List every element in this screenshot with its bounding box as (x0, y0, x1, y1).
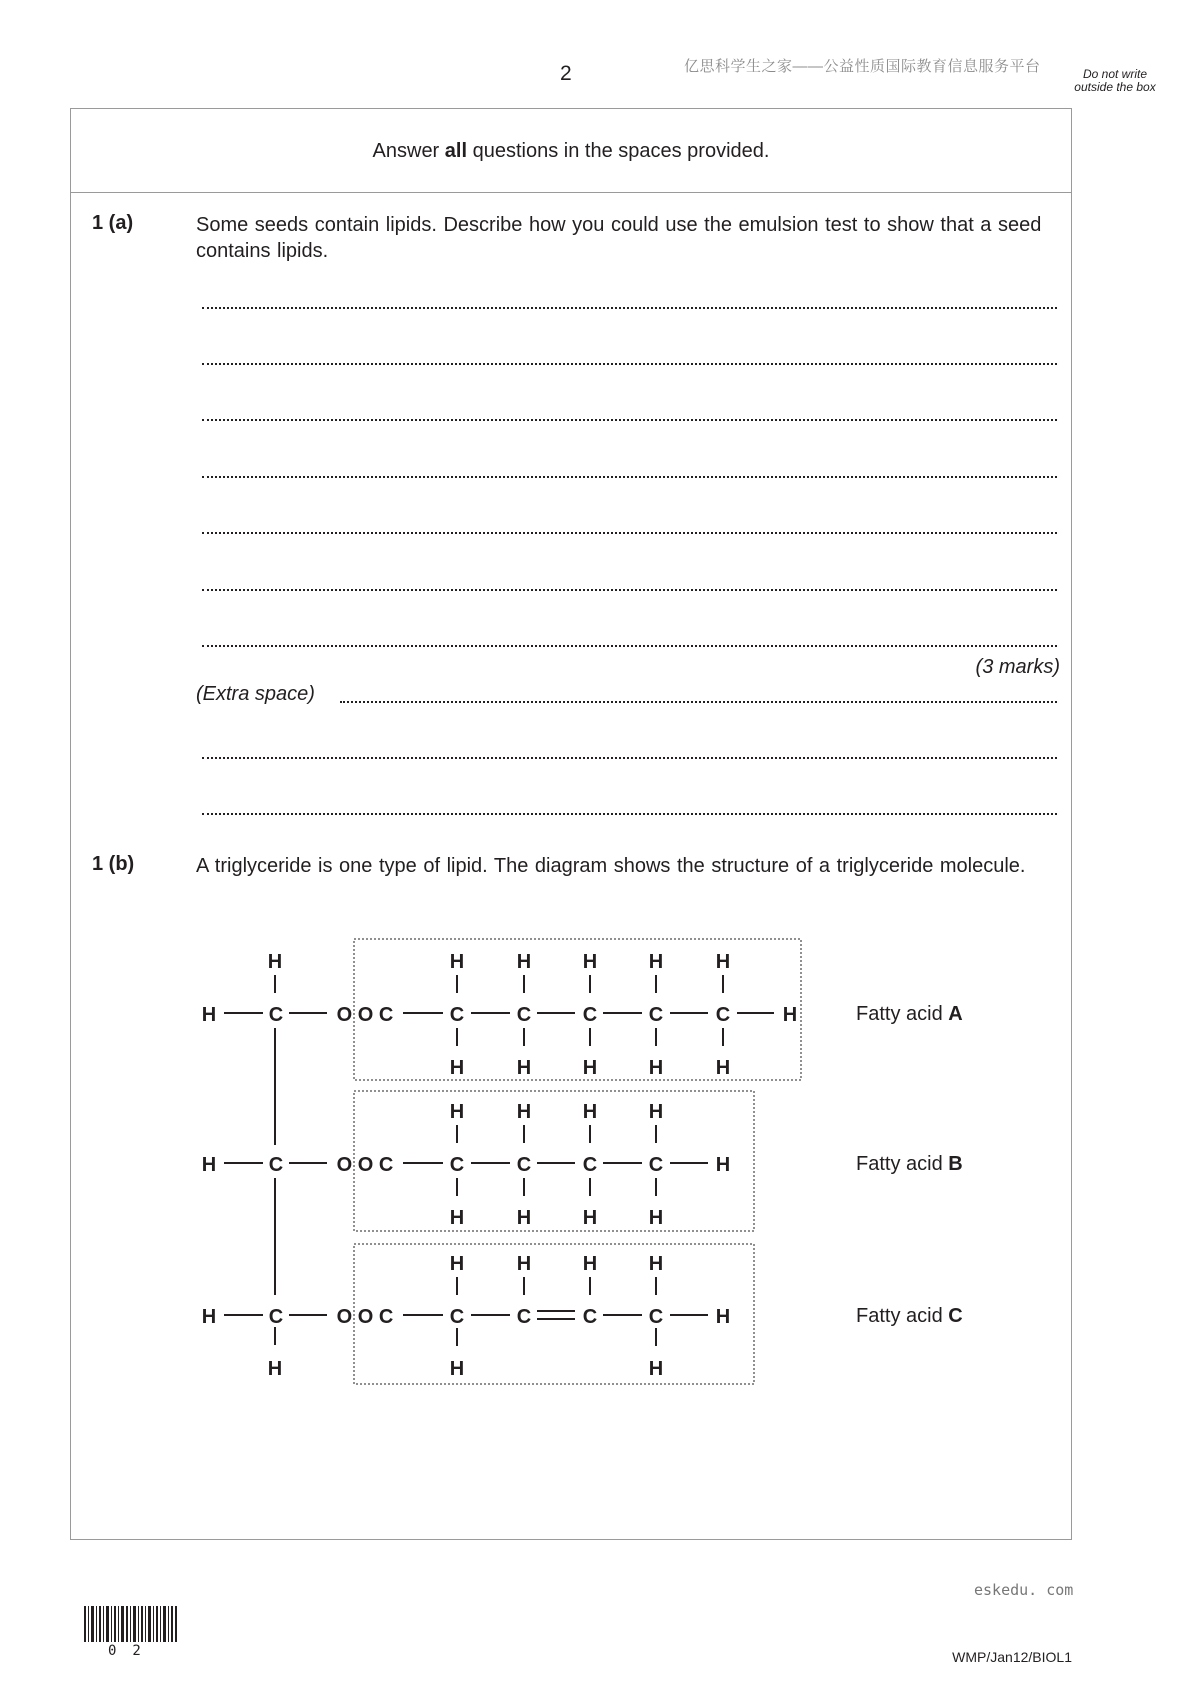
atom-h: H (449, 1207, 465, 1229)
question-text-1b: A triglyceride is one type of lipid. The diagram shows the structure of a triglyceride molecule. (196, 855, 1026, 877)
atom-c: C (648, 1004, 664, 1026)
paper-code: WMP/Jan12/BIOL1 (952, 1649, 1072, 1665)
atom-h: H (582, 1207, 598, 1229)
page-number: 2 (560, 62, 572, 85)
atom-h: H (201, 1306, 217, 1328)
atom-h: H (267, 951, 283, 973)
atom-h: H (582, 1057, 598, 1079)
fatty-acid-a-letter: A (948, 1003, 963, 1025)
ester-link: O O C (336, 1154, 394, 1176)
fatty-acid-c-letter: C (948, 1305, 963, 1327)
atom-h: H (449, 1057, 465, 1079)
atom-h: H (782, 1004, 798, 1026)
atom-c: C (268, 1004, 284, 1026)
fatty-acid-b-letter: B (948, 1153, 963, 1175)
atom-c: C (516, 1004, 532, 1026)
atom-h: H (201, 1154, 217, 1176)
fatty-acid-c-label (856, 1305, 963, 1328)
atom-c: C (449, 1306, 465, 1328)
margin-note: Do not write outside the box (1074, 67, 1156, 94)
fatty-acid-a-box (354, 939, 801, 1080)
atom-h: H (582, 1101, 598, 1123)
instruction-pre: Answer (372, 140, 445, 162)
fatty-acid-b-box (354, 1091, 754, 1231)
watermark-text: 亿思科学生之家——公益性质国际教育信息服务平台 (684, 58, 1041, 75)
atom-h: H (648, 1253, 664, 1275)
question-number-1a: 1 (a) (92, 212, 134, 234)
site-text: eskedu. com (974, 1581, 1074, 1599)
atom-c: C (268, 1306, 284, 1328)
atom-h: H (648, 951, 664, 973)
atom-c: C (648, 1306, 664, 1328)
atom-h: H (516, 951, 532, 973)
atom-h: H (648, 1057, 664, 1079)
fatty-acid-b-prefix: Fatty acid (856, 1153, 949, 1175)
fatty-acid-a-prefix: Fatty acid (856, 1003, 949, 1025)
atom-c: C (449, 1004, 465, 1026)
question-text-1a: Some seeds contain lipids. Describe how you could use the emulsion test to show that a seed contains lipids. (196, 214, 1042, 262)
atom-c: C (648, 1154, 664, 1176)
atom-h: H (648, 1358, 664, 1380)
atom-h: H (267, 1358, 283, 1380)
atom-h: H (449, 1358, 465, 1380)
atom-c: C (582, 1154, 598, 1176)
atom-c: C (715, 1004, 731, 1026)
atom-h: H (516, 1101, 532, 1123)
atom-h: H (715, 1306, 731, 1328)
atom-c: C (582, 1004, 598, 1026)
extra-space-label: (Extra space) (196, 683, 315, 705)
fatty-acid-c-prefix: Fatty acid (856, 1305, 949, 1327)
atom-c: C (268, 1154, 284, 1176)
atom-h: H (582, 1253, 598, 1275)
atom-h: H (582, 951, 598, 973)
atom-h: H (715, 951, 731, 973)
instruction-post: questions in the spaces provided. (467, 140, 770, 162)
marks-label: (3 marks) (975, 656, 1060, 678)
ester-link: O O C (336, 1004, 394, 1026)
atom-c: C (516, 1154, 532, 1176)
atom-c: C (582, 1306, 598, 1328)
atom-h: H (449, 951, 465, 973)
barcode-number: 02 (108, 1643, 157, 1659)
barcode-icon (84, 1606, 178, 1642)
atom-h: H (715, 1154, 731, 1176)
atom-h: H (449, 1253, 465, 1275)
atom-h: H (715, 1057, 731, 1079)
atom-h: H (648, 1101, 664, 1123)
bonds (224, 975, 774, 1346)
atom-c: C (516, 1306, 532, 1328)
fatty-acid-a-label (856, 1003, 963, 1026)
atom-h: H (516, 1253, 532, 1275)
instruction-bold: all (444, 140, 468, 162)
question-number-1b: 1 (b) (92, 853, 135, 875)
fatty-acid-b-label (856, 1153, 963, 1176)
atom-h: H (648, 1207, 664, 1229)
atom-h: H (516, 1207, 532, 1229)
atom-c: C (449, 1154, 465, 1176)
atom-h: H (449, 1101, 465, 1123)
ester-link: O O C (336, 1306, 394, 1328)
atom-h: H (201, 1004, 217, 1026)
atom-h: H (516, 1057, 532, 1079)
